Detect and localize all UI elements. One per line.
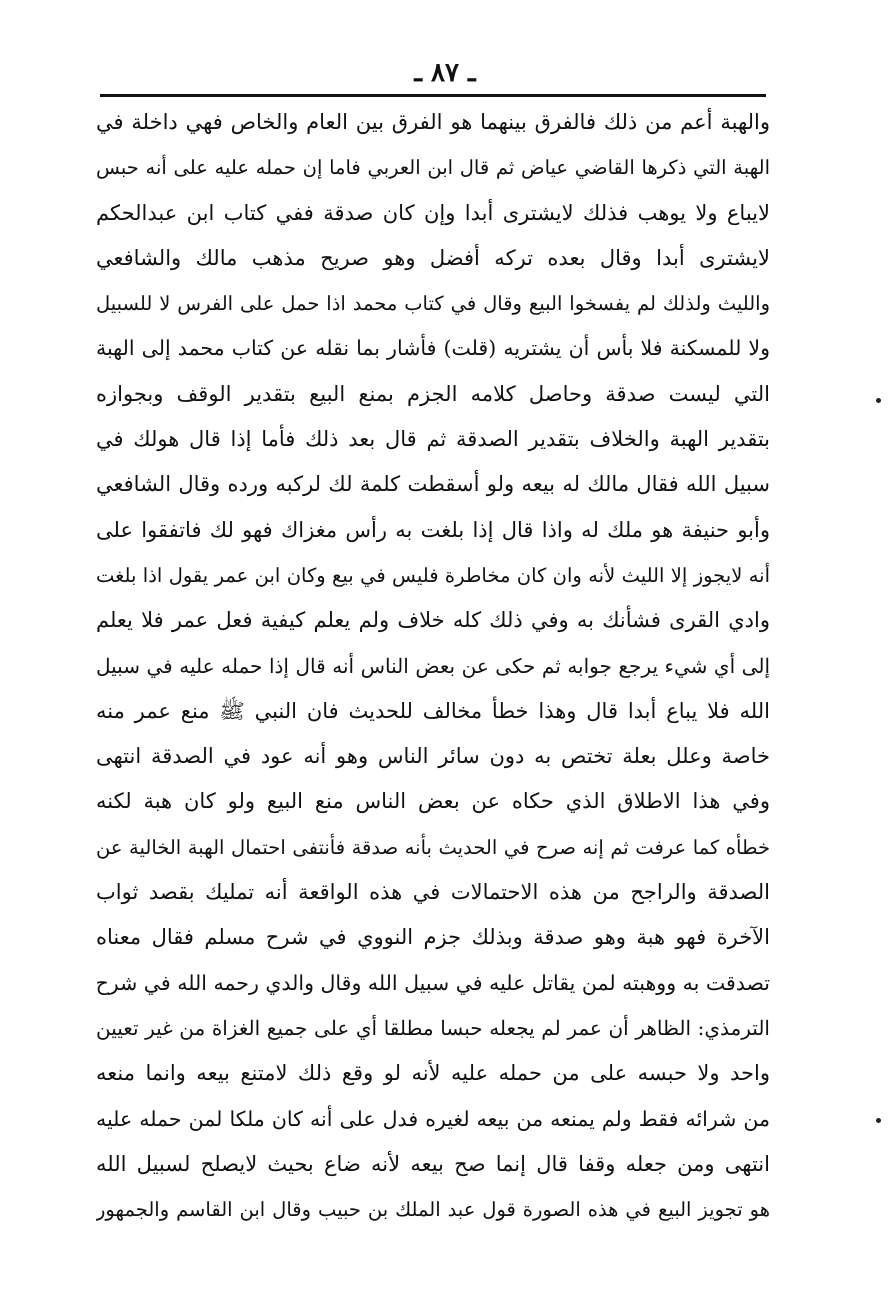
margin-dot: [876, 398, 881, 403]
text-line: هو تجويز البيع في هذه الصورة قول عبد الملك بن حبيب وقال ابن القاسم والجمهور: [96, 1198, 770, 1222]
text-line: بتقدير الهبة والخلاف بتقدير الصدقة ثم قال بعد ذلك فأما إذا قال هولك في: [96, 427, 770, 452]
margin-dot: [876, 1118, 881, 1123]
text-line: لايشترى أبدا وقال بعده تركه أفضل وهو صريح مذهب مالك والشافعي: [96, 245, 770, 270]
text-line: لايباع ولا يوهب فذلك لايشترى أبدا وإن كان صدقة ففي كتاب ابن عبدالحكم: [96, 200, 770, 225]
text-line: سبيل الله فقال مالك له بيعه ولو أسقطت كلمة لك لركبه ورده وقال الشافعي: [96, 472, 770, 497]
text-line: الآخرة فهو هبة وهو صدقة وبذلك جزم النووي في شرح مسلم فقال معناه: [96, 925, 770, 950]
text-line: الهبة التي ذكرها القاضي عياض ثم قال ابن العربي فاما إن حمله عليه على أنه حبس: [96, 156, 770, 180]
text-line: من شرائه فقط ولم يمنعه من بيعه لغيره فدل على أنه كان ملكا لمن حمله عليه: [96, 1106, 770, 1131]
text-line: تصدقت به ووهبته لمن يقاتل عليه في سبيل الله وقال والدي رحمه الله في شرح: [96, 970, 770, 995]
text-line: وفي هذا الاطلاق الذي حكاه عن بعض الناس منع البيع ولو كان هبة لكنه: [96, 789, 770, 814]
text-line: وأبو حنيفة هو ملك له واذا قال إذا بلغت به رأس مغزاك فهو لك فاتفقوا على: [96, 517, 770, 542]
text-line: خاصة وعلل بعلة تختص به دون سائر الناس وهو أنه عود في الصدقة انتهى: [96, 744, 770, 769]
text-line: الله فلا يباع أبدا قال وهذا خطأ مخالف للحديث فان النبي ﷺ منع عمر منه: [96, 698, 770, 723]
text-line: الترمذي: الظاهر أن عمر لم يجعله حبسا مطلقا أي على جميع الغزاة من غير تعيين: [96, 1015, 770, 1040]
text-body: [96, 100, 770, 1232]
header-rule: [100, 94, 766, 97]
text-line: ولا للمسكنة فلا بأس أن يشتريه (قلت) فأشار بما نقله عن كتاب محمد إلى الهبة: [96, 336, 770, 361]
text-line: التي ليست صدقة وحاصل كلامه الجزم بمنع البيع بتقدير الوقف وبجوازه: [96, 381, 770, 406]
text-line: والهبة أعم من ذلك فالفرق بينهما هو الفرق بين العام والخاص فهي داخلة في: [96, 110, 770, 134]
text-line: انتهى ومن جعله وقفا قال إنما صح بيعه لأنه ضاع بحيث لايصلح لسبيل الله: [96, 1151, 770, 1176]
text-line: والليث ولذلك لم يفسخوا البيع وقال في كتاب محمد اذا حمل على الفرس لا للسبيل: [96, 292, 770, 316]
text-line: أنه لايجوز إلا الليث لأنه وان كان مخاطرة فليس في بيع وكان ابن عمر يقول اذا بلغت: [96, 563, 770, 587]
text-line: خطأه كما عرفت ثم إنه صرح في الحديث بأنه صدقة فأنتفى احتمال الهبة الخالية عن: [96, 835, 770, 859]
text-line: واحد ولا حبسه على من حمله عليه لأنه لو وقع ذلك لامتنع بيعه وانما منعه: [96, 1061, 770, 1086]
text-line: الصدقة والراجح من هذه الاحتمالات في هذه الواقعة أنه تمليك بقصد ثواب: [96, 880, 770, 905]
text-line: وادي القرى فشأنك به وفي ذلك كله خلاف ولم يعلم كيفية فعل عمر فلا يعلم: [96, 608, 770, 633]
page-number: ـ ٨٧ ـ: [414, 58, 476, 88]
text-line: إلى أي شيء يرجع جوابه ثم حكى عن بعض الناس أنه قال إذا حمله عليه في سبيل: [96, 653, 770, 678]
